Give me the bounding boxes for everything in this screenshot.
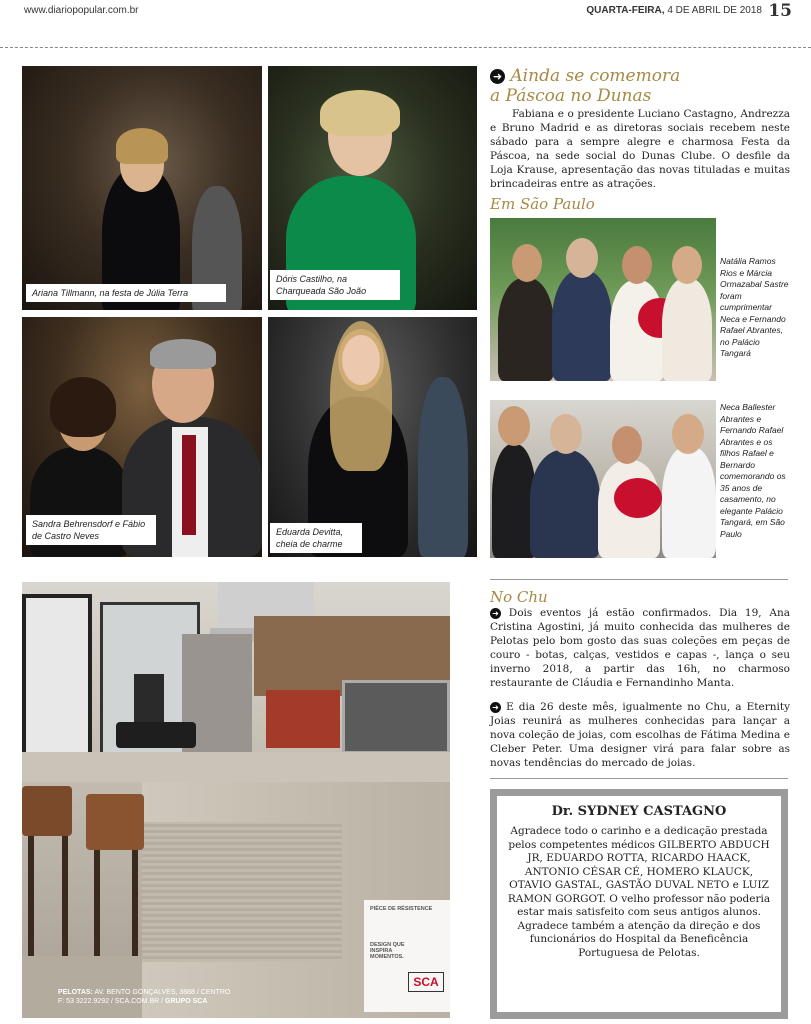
ad-piece-title: PIÈCE DE RÉSISTENCE [370, 906, 433, 912]
article-body-chu-1: ➜ Dois eventos já estão confirmados. Dia 19, Ana Cristina Agostini, já muito conhecida das mulheres de Pelotas pelo bom gosto das suas coleções em peças de couro - botas, calças, vestidos e capas -, lança o seu inverno 2018, a partir das 16h, no charmoso restaurante de Cláudia e Fernandinho Manta. [490, 607, 790, 689]
sca-logo: SCA [408, 972, 444, 992]
notice-title: Dr. SYDNEY CASTAGNO [551, 804, 727, 819]
header-rule [0, 47, 811, 48]
notice-body: Agradece todo o carinho e a dedicação prestada pelos competentes médicos GILBERTO ABDUCH JR, EDUARDO ROTTA, RICARDO HAACK, ANTONIO CÉSAR CÉ, HOMERO KLAUCK, OTAVIO GASTAL, GASTÃO DUVAL NETO e LUIZ RAMON GORGOT. O velho professor não poderia estar mais satisfeito com seus antigos alunos. Agradece também a atenção da direção e dos funcionários do Hospital da Beneficência Portuguesa de Pelotas. [507, 825, 771, 959]
site-url[interactable]: www.diariopopular.com.br [24, 5, 139, 16]
caption-tangara-2: Neca Ballester Abrantes e Fernando Rafael Abrantes e os filhos Rafael e Bernardo comemorando os 35 anos de casamento, no elegante Palácio Tangará, em São Paulo [720, 402, 786, 539]
photo-palacio-tangara-2 [490, 400, 716, 558]
article-body-chu-2: ➜ E dia 26 deste mês, igualmente no Chu, a Eternity Joias reunirá as mulheres conhecidas para lançar a nova coleção de joias, com escolhas de Fátima Medina e Cleber Peter. Uma designer virá para falar sobre as novas tendências do mercado de joias. [490, 701, 791, 769]
caption-tangara-1: Natália Ramos Rios e Márcia Ormazabal Sastre foram cumprimentar Neca e Fernando Rafael Abrantes, no Palácio Tangará [720, 256, 789, 358]
photo-ariana [22, 66, 262, 310]
section-rule-2 [490, 778, 788, 779]
page-header [24, 1, 792, 21]
section-rule [490, 579, 788, 580]
article-body-pascoa: Fabiana e o presidente Luciano Castagno, Andrezza e Bruno Madrid e as diretoras sociais recebem neste sábado para a sempre alegre e charmosa Festa da Páscoa, na sede social do Dunas Clube. O desfile da Loja Krause, apresentação das novas tituladas e muitas brincadeiras entre as atrações. [490, 108, 790, 190]
ad-brand-panel [364, 900, 450, 1012]
caption-sandra-fabio: Sandra Behrensdorf e Fábio de Castro Neves [26, 515, 156, 545]
ad-contact: PELOTAS: AV. BENTO GONÇALVES, 3888 / CENTRO F: 53 3222.9292 / SCA.COM.BR / GRUPO SCA [58, 989, 231, 1005]
page-number: 15 [768, 1, 792, 21]
arrow-right-icon: ➜ [490, 608, 501, 619]
caption-ariana: Ariana Tillmann, na festa de Júlia Terra [26, 284, 226, 302]
caption-eduarda: Eduarda Devitta, cheia de charme [270, 523, 362, 553]
photo-eduarda [268, 317, 477, 557]
edition-date: QUARTA-FEIRA, 4 DE ABRIL DE 2018 [586, 5, 762, 16]
photo-palacio-tangara-1 [490, 218, 716, 381]
article-title-no-chu: No Chu [490, 588, 548, 606]
photo-doris [268, 66, 477, 310]
arrow-right-icon: ➜ [490, 702, 501, 713]
caption-doris: Dóris Castilho, na Charqueada São João [270, 270, 400, 300]
ad-slogan: DESIGN QUE INSPIRA MOMENTOS. [370, 942, 405, 960]
photo-sandra-fabio [22, 317, 262, 557]
ad-sca-kitchen[interactable] [22, 582, 450, 1018]
article-title-sao-paulo: Em São Paulo [490, 195, 595, 213]
thank-you-notice [490, 789, 788, 1019]
arrow-right-icon: ➜ [490, 69, 505, 84]
article-title-pascoa: ➜ Ainda se comemora a Páscoa no Dunas [490, 66, 681, 106]
